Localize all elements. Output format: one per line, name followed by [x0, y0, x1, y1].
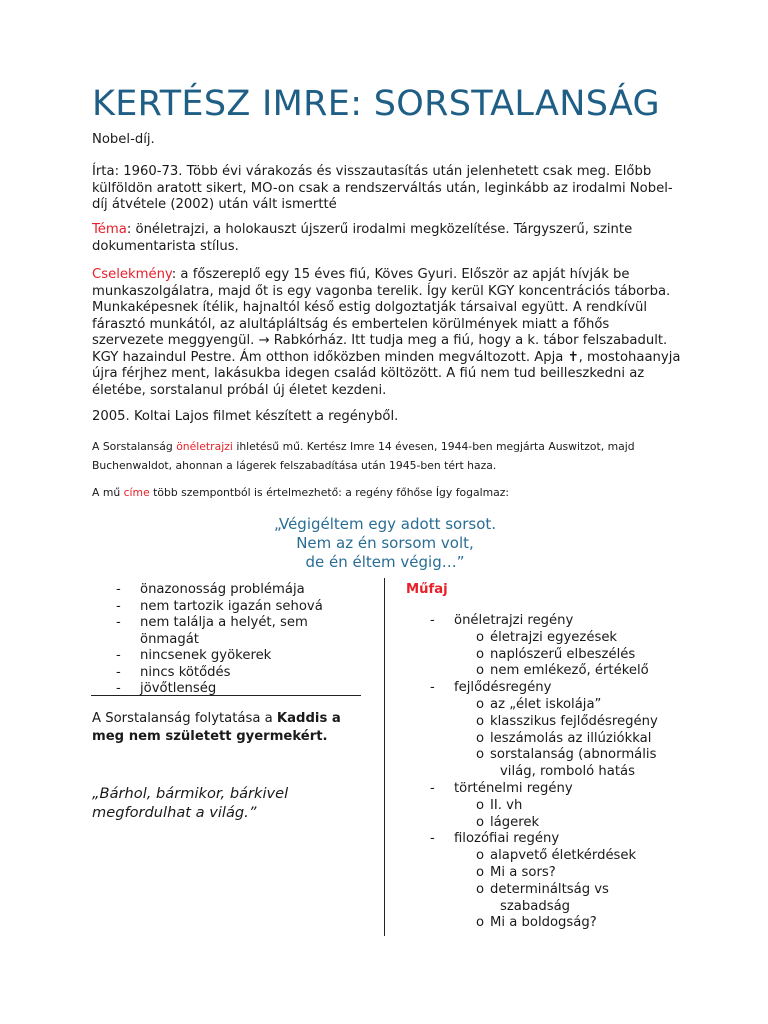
- tema-label: Téma: [92, 222, 127, 237]
- list-item: - nincsenek gyökerek: [116, 648, 272, 663]
- genre-item: - filozófiai regény: [430, 831, 560, 847]
- quote-line: Nem az én sorsom volt,: [296, 534, 474, 552]
- genre-subitem-continuation: szabadság: [500, 898, 571, 914]
- quote-vilag: „Bárhol, bármikor, bárkivel megfordulhat a világ.”: [92, 785, 289, 821]
- genre-subitem-continuation: világ, romboló hatás: [500, 764, 635, 780]
- genre-subitem: o II. vh: [476, 797, 523, 813]
- divider-horizontal: [91, 695, 361, 696]
- oneletrajzi-post: ihletésű mű. Kertész Imre 14 évesen, 1944-ben megjárta Auswitzot, majd Buchenwaldot, ahonnan a lágerek felszabadítása után 1945-ben tért haza.: [92, 440, 635, 472]
- list-item: - nem tartozik igazán sehová: [116, 598, 323, 614]
- divider-vertical: [384, 578, 385, 936]
- cselekmeny-text: : a főszereplő egy 15 éves fiú, Köves Gyuri. Először az apját hívják be munkaszolgálatra, majd őt is egy vagonba terelik. Így kerül KGY koncentrációs táborba. Munkaképesnek ítélik, hajnaltól késő estig dolgoztatják társaival együtt. A rendkívül fárasztó munkától, az alultápláltság és embertelen körülmények miatt a főhős szervezete meggyengül. → Rabkórház. Itt tudja meg a fiú, hogy a k. tábor felszabadult. KGY hazaindul Pestre. Ám otthon időközben minden megváltozott. Apja ✝, mostohaanyja újra férjhez ment, lakásukba idegen család költözött. A fiú nem tud beilleszkedni az életébe, sorstalanul próbál új életet kezdeni.: [92, 267, 681, 398]
- oneletrajzi-paragraph: [92, 438, 692, 475]
- kaddis-title: Kaddis a meg nem született gyermekért.: [92, 711, 341, 744]
- genre-subitem: o életrajzi egyezések: [476, 629, 618, 645]
- tema-paragraph: [92, 222, 682, 255]
- genre-item: - történelmi regény: [430, 780, 573, 796]
- list-item: - nincs kötődés: [116, 664, 231, 680]
- kaddis-paragraph: [92, 710, 362, 746]
- genre-subitem: o klasszikus fejlődésregény: [476, 713, 658, 729]
- oneletrajzi-highlight: önéletrajzi: [176, 440, 233, 453]
- cime-pre: A mű: [92, 486, 124, 499]
- list-item: - nem találja a helyét, sem önmagát: [116, 615, 308, 647]
- cime-highlight: címe: [123, 486, 150, 499]
- list-item: - önazonosság problémája: [116, 582, 305, 597]
- quote-line: „Végigéltem egy adott sorsot.: [273, 515, 497, 533]
- kaddis-pre: A Sorstalanság folytatása a: [92, 711, 277, 726]
- genre-subitem: o nem emlékező, értékelő: [476, 663, 649, 679]
- genre-subitem: o determináltság vs: [476, 881, 609, 897]
- list-item: - jövőtlenség: [116, 681, 217, 696]
- cselekmeny-paragraph: [92, 267, 682, 399]
- genre-subitem: o Mi a sors?: [476, 864, 556, 880]
- nobel-line: Nobel-díj.: [92, 132, 155, 147]
- theme-list: [116, 582, 362, 698]
- genre-list: [430, 613, 710, 932]
- tema-text: : önéletrajzi, a holokauszt újszerű irodalmi megközelítése. Tárgyszerű, szinte dokumentarista stílus.: [92, 222, 633, 254]
- film-line: 2005. Koltai Lajos filmet készített a regényből.: [92, 409, 399, 424]
- genre-subitem: o leszámolás az illúziókkal: [476, 730, 652, 746]
- mufaj-heading: Műfaj: [406, 582, 448, 597]
- irta-paragraph: Írta: 1960-73. Több évi várakozás és visszautasítás után jelenhetett csak meg. Előbb külföldön aratott sikert, MO-on csak a rendszerváltás után, leginkább az irodalmi Nobel-díj átvétele (2002) után vált ismertté: [92, 164, 673, 212]
- oneletrajzi-pre: A Sorstalanság: [92, 440, 177, 453]
- genre-item: - önéletrajzi regény: [430, 613, 574, 628]
- genre-subitem: o alapvető életkérdések: [476, 848, 637, 864]
- cime-paragraph: [92, 484, 692, 503]
- genre-subitem: o naplószerű elbeszélés: [476, 646, 636, 662]
- genre-subitem: o Mi a boldogság?: [476, 915, 597, 931]
- cime-post: több szempontból is értelmezhető: a regény főhőse Így fogalmaz:: [149, 486, 510, 499]
- genre-item: - fejlődésregény: [430, 680, 552, 696]
- genre-subitem: o lágerek: [476, 814, 540, 830]
- quote-sorsot: [210, 515, 560, 572]
- page-title: KERTÉSZ IMRE: SORSTALANSÁG: [92, 84, 660, 124]
- genre-subitem: o sorstalanság (abnormális: [476, 747, 657, 763]
- quote-line: de én éltem végig…”: [305, 553, 465, 571]
- cselekmeny-label: Cselekmény: [92, 267, 172, 282]
- genre-subitem: o az „élet iskolája”: [476, 696, 602, 712]
